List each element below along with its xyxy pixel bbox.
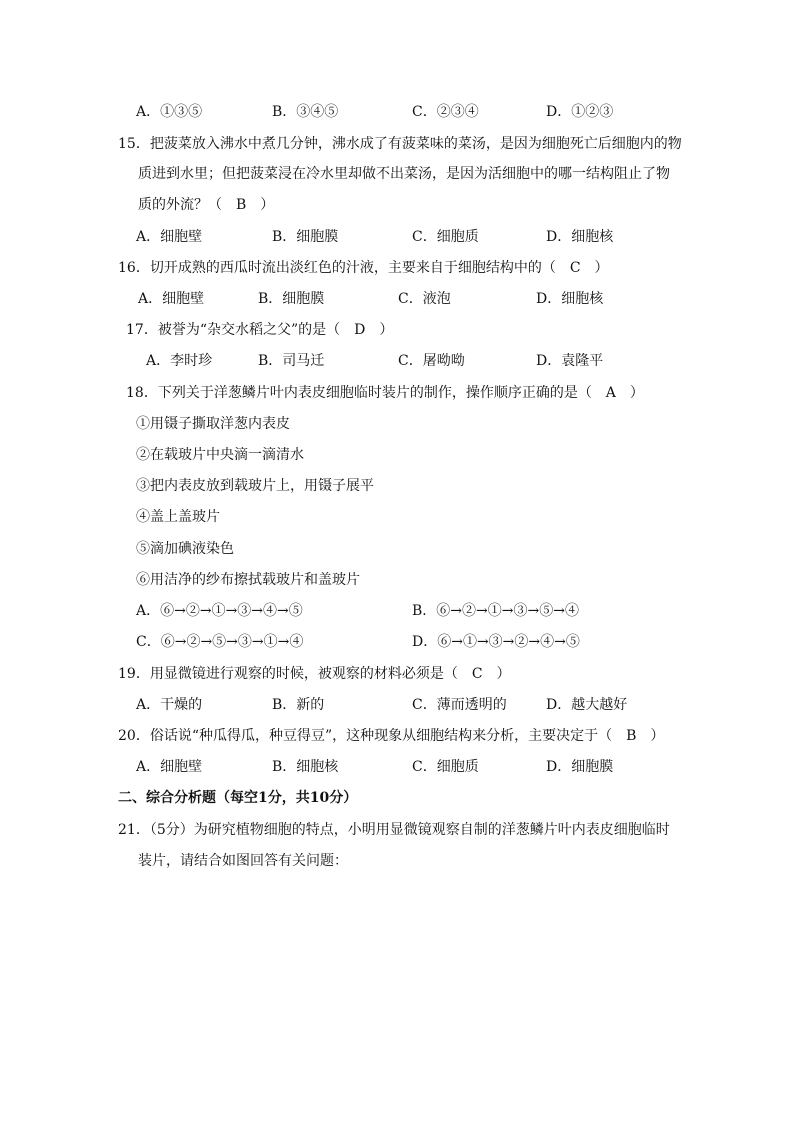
q19-option-a: A．干燥的: [136, 697, 203, 713]
q18-step-1: ①用镊子撕取洋葱内表皮: [136, 416, 290, 432]
q14-option-b: B．③④⑤: [272, 104, 339, 120]
q14-option-a: A．①③⑤: [136, 104, 203, 120]
q20-stem: 20．俗话说“种瓜得瓜，种豆得豆”，这种现象从细胞结构来分析，主要决定于（ B ）: [118, 728, 665, 744]
q20-option-b: B．细胞核: [272, 759, 339, 775]
q18-step-5: ⑤滴加碘液染色: [136, 541, 234, 557]
q20-option-d: D．细胞膜: [546, 759, 614, 775]
q18-option-d: D．⑥→①→③→②→④→⑤: [412, 634, 580, 650]
q19-option-b: B．新的: [272, 697, 325, 713]
q15-stem-line3: 质的外流？（ B ）: [138, 197, 275, 213]
q14-option-d: D．①②③: [546, 104, 614, 120]
q18-step-6: ⑥用洁净的纱布擦拭载玻片和盖玻片: [136, 572, 360, 588]
q17-stem: 17．被誉为“杂交水稻之父”的是（ D ）: [126, 322, 394, 338]
q15-option-b: B．细胞膜: [272, 229, 339, 245]
q17-option-a: A．李时珍: [146, 353, 213, 369]
q17-option-d: D．袁隆平: [536, 353, 604, 369]
q18-stem: 18．下列关于洋葱鳞片叶内表皮细胞临时装片的制作，操作顺序正确的是（ A ）: [126, 385, 644, 401]
q18-option-c: C．⑥→②→⑤→③→①→④: [136, 634, 304, 650]
q17-option-c: C．屠呦呦: [398, 353, 465, 369]
q21-stem-line2: 装片，请结合如图回答有关问题：: [138, 853, 348, 869]
q15-stem-line1: 15．把菠菜放入沸水中煮几分钟，沸水成了有菠菜味的菜汤，是因为细胞死亡后细胞内的物: [118, 136, 682, 152]
q18-step-2: ②在载玻片中央滴一滴清水: [136, 447, 304, 463]
q19-option-d: D．越大越好: [546, 697, 628, 713]
q18-step-4: ④盖上盖玻片: [136, 509, 220, 525]
q16-option-b: B．细胞膜: [258, 291, 325, 307]
q21-stem-line1: 21．（5分）为研究植物细胞的特点，小明用显微镜观察自制的洋葱鳞片叶内表皮细胞临时: [118, 822, 670, 838]
q15-stem-line2: 质进到水里；但把菠菜浸在冷水里却做不出菜汤，是因为活细胞中的哪一结构阻止了物: [138, 166, 670, 182]
q15-option-d: D．细胞核: [546, 229, 614, 245]
q15-option-a: A．细胞壁: [136, 229, 203, 245]
q15-option-c: C．细胞质: [412, 229, 479, 245]
q16-option-d: D．细胞核: [536, 291, 604, 307]
q16-option-a: A．细胞壁: [138, 291, 205, 307]
q17-option-b: B．司马迁: [258, 353, 325, 369]
q18-step-3: ③把内表皮放到载玻片上，用镊子展平: [136, 478, 374, 494]
q19-option-c: C．薄而透明的: [412, 697, 507, 713]
section-heading: 二、综合分析题（每空1分，共10分）: [118, 790, 358, 806]
q20-option-c: C．细胞质: [412, 759, 479, 775]
q18-option-a: A．⑥→②→①→③→④→⑤: [136, 603, 303, 619]
q14-option-c: C．②③④: [412, 104, 479, 120]
q16-stem: 16．切开成熟的西瓜时流出淡红色的汁液，主要来自于细胞结构中的（ C ）: [118, 260, 609, 276]
q18-option-b: B．⑥→②→①→③→⑤→④: [412, 603, 579, 619]
q20-option-a: A．细胞壁: [136, 759, 203, 775]
q19-stem: 19．用显微镜进行观察的时候，被观察的材料必须是（ C ）: [118, 666, 511, 682]
q16-option-c: C．液泡: [398, 291, 451, 307]
